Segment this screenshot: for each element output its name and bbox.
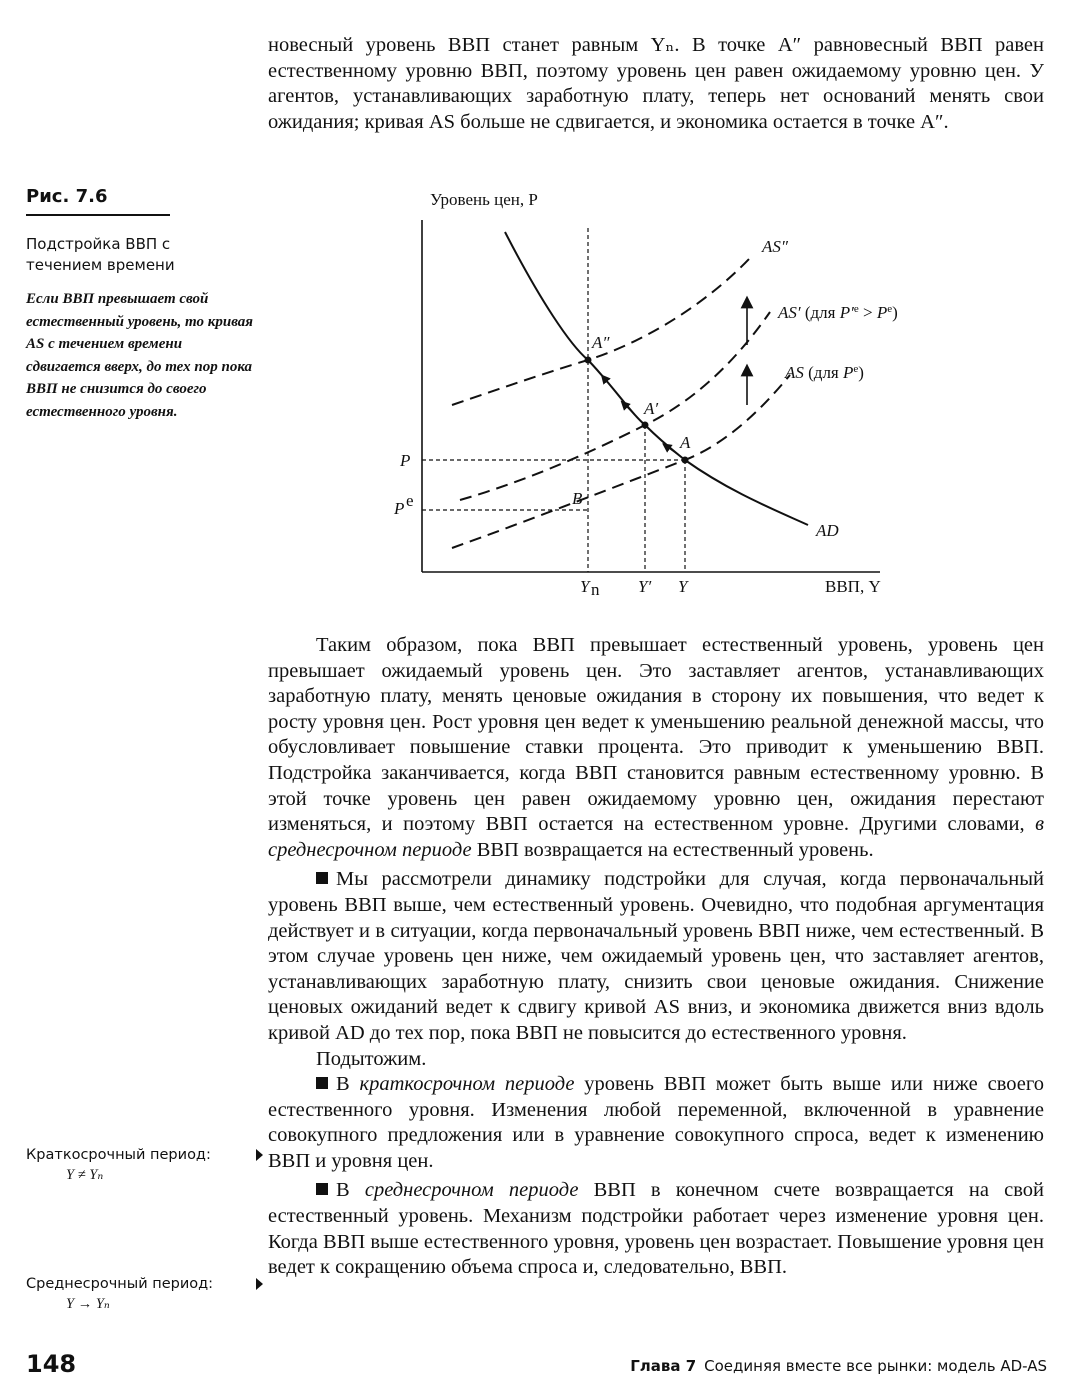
as-curve <box>452 375 790 548</box>
short-run-label: Краткосрочный период: <box>26 1147 211 1163</box>
point-a <box>682 457 689 464</box>
tick-pe-sup: e <box>406 491 414 510</box>
as-double-prime-curve <box>452 258 750 405</box>
ad-arrow <box>604 378 616 392</box>
label-as-double-prime: AS″ <box>762 237 788 256</box>
margin-arrow-icon <box>256 1278 263 1290</box>
paragraph-5-b: ВВП в конечном счете возвращается на свой естественный уровень. Механизм подстройки работает через изменение уровня цен. Когда ВВП выше естественного уровня, уровень цен возрастает. Повышение уровня цен ведет к сокращению объема спроса и, следовательно, ВВП. <box>268 1179 1044 1279</box>
as-prime-curve <box>460 312 770 500</box>
paragraph-5 <box>268 1178 1044 1280</box>
medium-run-formula: Y → Yₙ <box>66 1296 110 1312</box>
x-axis-label: ВВП, Y <box>825 577 881 596</box>
point-label-a-double-prime: A″ <box>592 333 610 352</box>
paragraph-4 <box>268 1072 1044 1174</box>
point-label-a-prime: A′ <box>644 399 659 418</box>
figure-label: Рис. 7.6 <box>26 186 108 207</box>
top-paragraph-text: новесный уровень ВВП станет равным Yₙ. В точке A″ равновесный ВВП равен естественному уровню ВВП, поэтому уровень цен равен ожидаемому уровню цен. У агентов, устанавливающих заработную плату, теперь нет оснований менять свои ожидания; кривая AS больше не сдвигается, и экономика остается в точке A″. <box>268 34 1044 133</box>
point-a-prime <box>642 422 649 429</box>
bullet-square <box>316 872 328 884</box>
body-text <box>268 633 1044 1281</box>
point-a-double-prime <box>585 357 592 364</box>
page-number: 148 <box>26 1350 77 1378</box>
top-paragraph <box>268 33 1044 135</box>
footer-title: Соединяя вместе все рынки: модель AD-AS <box>704 1357 1047 1375</box>
margin-note-short-run <box>26 1145 256 1185</box>
label-as-prime: AS′ (для $P'^e > P^e$) <box>778 303 898 322</box>
bullet-square <box>316 1077 328 1089</box>
paragraph-4-emphasis: краткосрочном периоде <box>359 1073 575 1096</box>
paragraph-1-text: Таким образом, пока ВВП превышает естественный уровень, уровень цен превышает ожидаемый уровень цен. Это заставляет агентов, устанавливающих заработную плату, менять ценовые ожидания в сторону их повышения, что ведет к росту уровня цен. Рост уровня цен ведет к уменьшению реальной денежной массы, что обусловливает повышение ставки процента. Это приводит к уменьшению ВВП. Подстройка заканчивается, когда ВВП становится равным естественному уровню. В этой точке уровень цен равен ожидаемому уровню цен, ожидания перестают изменяться, и поэтому ВВП остается на естественном уровне. Другими словами, <box>268 634 1044 836</box>
tick-yn-sub: n <box>591 580 600 599</box>
ad-curve <box>505 232 808 525</box>
running-footer <box>630 1357 1047 1375</box>
point-label-b: B <box>572 489 583 508</box>
tick-yn: Y <box>580 577 590 596</box>
figure-caption: Если ВВП превышает свой естественный уровень, то кривая AS с течением времени сдвигается вверх, до тех пор пока ВВП не снизится до своего естественного уровня. <box>26 291 254 420</box>
paragraph-5-a: В <box>336 1179 365 1202</box>
paragraph-4-b: уровень ВВП может быть выше или ниже своего естественного уровня. Изменения любой переменной, включенной в уравнение совокупного предложения или в уравнение совокупного спроса, ведет к изменению ВВП и уровня цен. <box>268 1073 1044 1172</box>
tick-p: P <box>400 451 411 470</box>
ad-arrow <box>624 404 638 418</box>
paragraph-2-text: Мы рассмотрели динамику подстройки для случая, когда первоначальный уровень ВВП выше, чем естественный уровень. Очевидно, что подобная аргументация действует и в ситуации, когда первоначальный уровень ВВП ниже, чем естественный. В этом случае уровень цен ниже, чем ожидаемый уровень цен, что заставляет агентов, устанавливающих заработную плату, снизить свои ценовые ожидания. Снижение ценовых ожиданий ведет к сдвигу кривой AS вниз, и экономика движется вниз вдоль кривой AD до тех пор, пока ВВП не повысится до естественного уровня. <box>268 868 1044 1044</box>
medium-run-label: Среднесрочный период: <box>26 1276 214 1292</box>
margin-note-medium-run <box>26 1274 256 1314</box>
paragraph-2 <box>268 867 1044 1046</box>
y-axis-label: Уровень цен, P <box>430 190 538 209</box>
tick-y: Y <box>678 577 688 596</box>
bullet-square <box>316 1183 328 1195</box>
paragraph-3: Подытожим. <box>316 1047 427 1070</box>
paragraph-5-emphasis: среднесрочном периоде <box>364 1179 579 1202</box>
ad-arrow <box>666 446 680 456</box>
label-ad: AD <box>816 521 839 540</box>
tick-pe: P <box>394 499 405 518</box>
footer-chapter: Глава 7 <box>630 1357 697 1375</box>
ad-as-chart <box>380 180 940 600</box>
short-run-formula: Y ≠ Yₙ <box>66 1167 104 1183</box>
paragraph-4-a: В <box>336 1073 360 1096</box>
tick-y-prime: Y′ <box>638 577 652 596</box>
label-as: AS (для $P^e$) <box>785 363 864 382</box>
figure-subtitle: Подстройка ВВП с течением времени <box>26 235 175 274</box>
paragraph-1-emphasis: в среднесрочном периоде <box>268 813 1044 861</box>
paragraph-1-end: ВВП возвращается на естественный уровень. <box>471 838 874 861</box>
point-label-a: A <box>680 433 691 452</box>
margin-arrow-icon <box>256 1149 263 1161</box>
figure-rule <box>26 214 170 216</box>
paragraph-1 <box>268 633 1044 863</box>
